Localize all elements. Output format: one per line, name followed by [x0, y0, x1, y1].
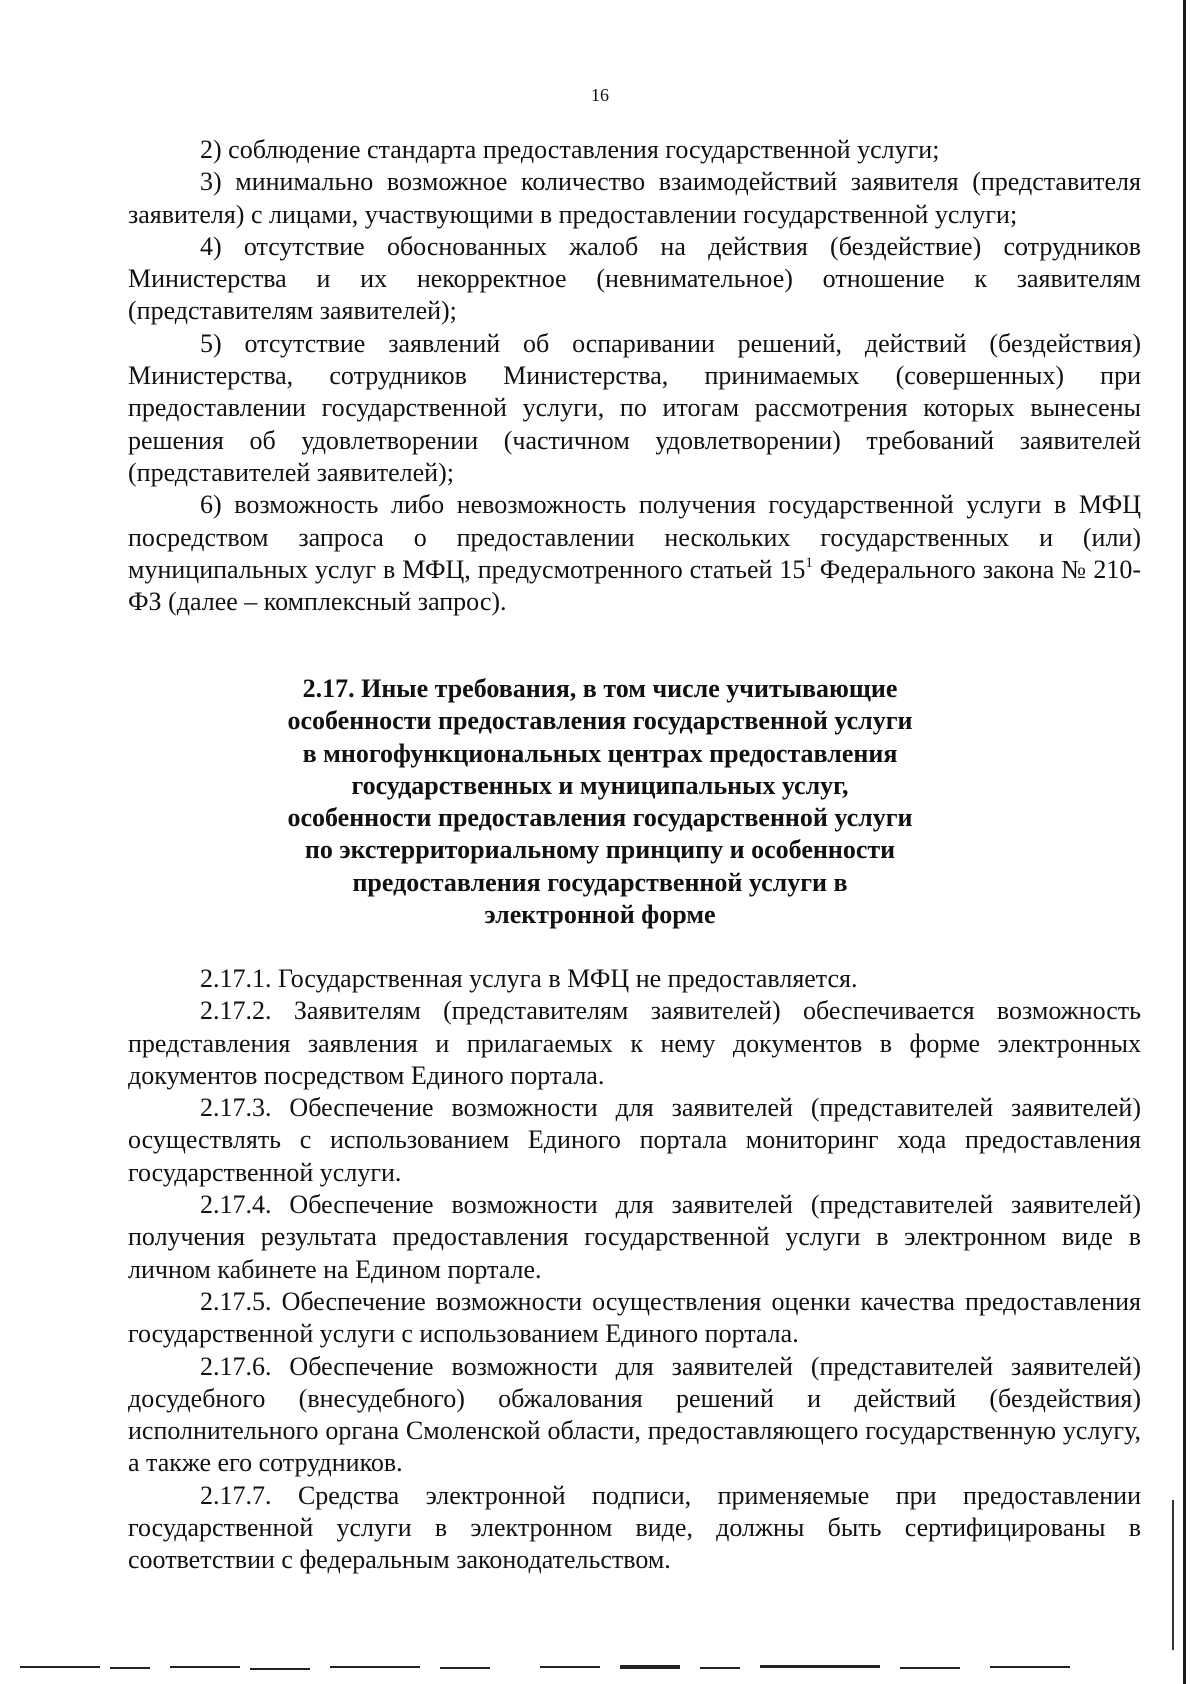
page-number: 16	[591, 85, 609, 105]
footnote-superscript: 1	[805, 554, 813, 571]
clause-2-17-1: 2.17.1. Государственная услуга в МФЦ не предоставляется.	[200, 964, 858, 993]
clause-2-17-2: 2.17.2. Заявителям (представителям заявителей) обеспечивается возможность представления заявления и прилагаемых к нему документов в форме электронных документов посредством Единого портала.	[128, 996, 1141, 1090]
section-heading	[0, 673, 1200, 931]
paragraph-item-6-text-before: 6) возможность либо невозможность получения государственной услуги в МФЦ посредством запроса о предоставлении нескольких государственных и (или) муниципальных услуг в МФЦ, предусмотренного статьей 15	[128, 490, 1141, 584]
clause-2-17-5: 2.17.5. Обеспечение возможности осуществления оценки качества предоставления государственной услуги с использованием Единого портала.	[128, 1286, 1141, 1349]
section-heading-line: государственных и муниципальных услуг,	[351, 770, 849, 800]
paragraph-item-6-text-after: Федерального закона № 210-ФЗ (далее – комплексный запрос).	[128, 554, 1141, 617]
scan-bottom-edge-artifacts	[0, 1654, 1200, 1684]
section-heading-line: особенности предоставления государственной услуги	[287, 706, 913, 736]
section-heading-line: особенности предоставления государственной услуги	[287, 803, 913, 833]
section-heading-line: 2.17. Иные требования, в том числе учитывающие	[302, 674, 898, 703]
paragraph-item-2: 2) соблюдение стандарта предоставления государственной услуги;	[200, 135, 940, 164]
document-body-top	[128, 134, 1141, 618]
paragraph-item-5: 5) отсутствие заявлений об оспаривании решений, действий (бездействия) Министерства, сотрудников Министерства, принимаемых (совершенных) при предоставлении государственной услуги, по итогам рассмотрения которых вынесены решения об удовлетворении (частичном удовлетворении) требований заявителей (представителей заявителей);	[128, 328, 1141, 487]
clause-2-17-7: 2.17.7. Средства электронной подписи, применяемые при предоставлении государственной услуги в электронном виде, должны быть сертифицированы в соответствии с федеральным законодательством.	[128, 1480, 1141, 1575]
scan-right-edge-mark	[1172, 1500, 1174, 1650]
section-heading-line: по экстерриториальному принципу и особенности	[304, 835, 896, 865]
paragraph-item-6	[128, 489, 1141, 618]
paragraph-item-3: 3) минимально возможное количество взаимодействий заявителя (представителя заявителя) с лицами, участвующими в предоставлении государственной услуги;	[128, 167, 1141, 229]
clause-2-17-4: 2.17.4. Обеспечение возможности для заявителей (представителей заявителей) получения результата предоставления государственной услуги в электронном виде в личном кабинете на Едином портале.	[128, 1190, 1141, 1284]
scan-right-edge-line	[1183, 0, 1186, 1684]
section-heading-line: электронной форме	[484, 900, 716, 930]
section-heading-line: предоставления государственной услуги в	[352, 867, 848, 897]
clause-2-17-3: 2.17.3. Обеспечение возможности для заявителей (представителей заявителей) осуществлять с использованием Единого портала мониторинг хода предоставления государственной услуги.	[128, 1093, 1141, 1187]
paragraph-item-4: 4) отсутствие обоснованных жалоб на действия (бездействие) сотрудников Министерства и их некорректное (невнимательное) отношение к заявителям (представителям заявителей);	[128, 231, 1141, 326]
clause-2-17-6: 2.17.6. Обеспечение возможности для заявителей (представителей заявителей) досудебного (внесудебного) обжалования решений и действий (бездействия) исполнительного органа Смоленской области, предоставляющего государственную услугу, а также его сотрудников.	[128, 1351, 1141, 1478]
section-heading-line: в многофункциональных центрах предоставления	[302, 738, 898, 768]
document-body-bottom	[128, 963, 1141, 1577]
